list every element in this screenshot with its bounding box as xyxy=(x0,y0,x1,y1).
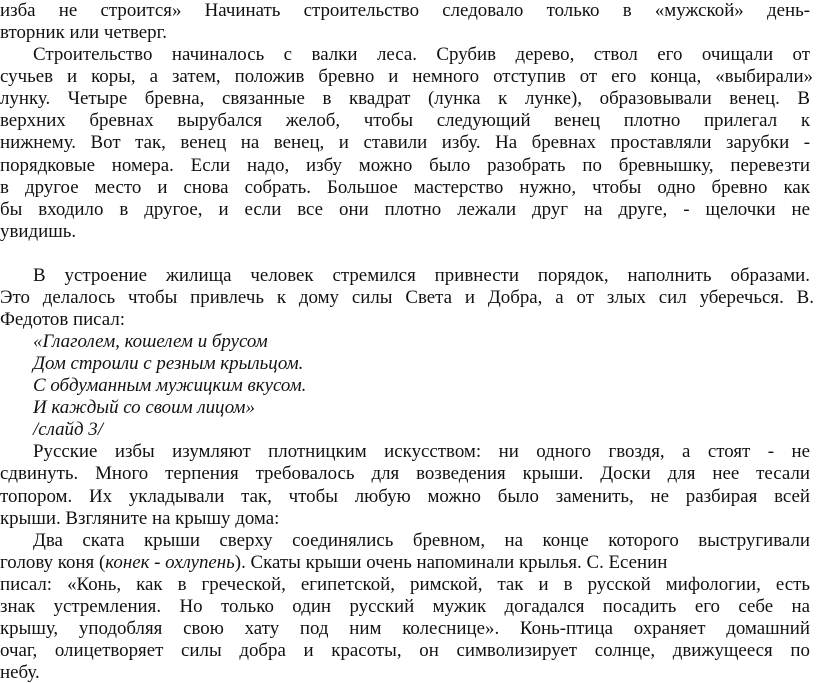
text-line: очаг, олицетворяет силы добра и красоты, он символизирует солнце, движущееся по xyxy=(0,639,810,661)
text-fragment: голову коня ( xyxy=(0,551,106,573)
text-line: бы входило в другое, и если все они плотно лежали друг на друге, - щелочки не xyxy=(0,198,810,220)
paragraph-first-line: Строительство начиналось с валки леса. Срубив дерево, ствол его очищали от xyxy=(33,44,810,66)
text-line: небу. xyxy=(0,662,40,683)
text-line: крышу, уподобляя свою хату под ним колеснице». Конь-птица охраняет домашний xyxy=(0,617,810,639)
text-fragment: ). Скаты крыши очень напоминали крылья. С. Есенин xyxy=(234,551,668,573)
text-line: топором. Их укладывали так, чтобы любую можно было заменить, не разбирая всей xyxy=(0,485,810,507)
text-line: сучьев и коры, а затем, положив бревно и немного отступив от его конца, «выбирали» xyxy=(0,66,813,88)
paragraph-first-line: В устроение жилища человек стремился привнести порядок, наполнить образами. xyxy=(33,264,810,286)
paragraph-first-line: Два ската крыши сверху соединялись бревном, на конце которого выстругивали xyxy=(33,529,810,551)
poem-line: Дом строили с резным крыльцом. xyxy=(33,353,304,375)
text-line: писал: «Конь, как в греческой, египетской, римской, так и в русской мифологии, есть xyxy=(0,573,810,595)
text-line: изба не строится» Начинать строительство следовало только в «мужской» день- xyxy=(0,0,810,21)
text-line: лунку. Четыре бревна, связанные в квадрат (лунка к лунке), образовывали венец. В xyxy=(0,88,810,110)
poem-line: «Глаголем, кошелем и брусом xyxy=(33,331,268,352)
paragraph-first-line: Русские избы изумляют плотницким искусством: ни одного гвоздя, а стоят - не xyxy=(33,441,810,463)
poem-line: С обдуманным мужицким вкусом. xyxy=(33,375,307,397)
text-line: увидишь. xyxy=(0,220,77,242)
text-line: вторник или четверг. xyxy=(0,22,167,44)
text-line: сдвинуть. Много терпения требовалось для возведения крыши. Доски для нее тесали xyxy=(0,463,810,485)
poem-line: И каждый со своим лицом» xyxy=(33,397,255,419)
slide-reference: /слайд 3/ xyxy=(33,419,103,441)
text-line: знак устремления. Но только один русский мужик догадался посадить его себе на xyxy=(0,595,810,617)
italic-term: конек - охлупень xyxy=(105,551,235,573)
text-line: Это делалось чтобы привлечь к дому силы Света и Добра, а от злых сил уберечься. В. xyxy=(0,286,814,308)
text-line-mixed xyxy=(0,551,810,573)
text-line: порядковые номера. Если надо, избу можно было разобрать по бревнышку, перевезти xyxy=(0,154,810,176)
text-line: крыши. Взгляните на крышу дома: xyxy=(0,507,280,529)
text-line: в другое место и снова собрать. Большое мастерство нужно, чтобы одно бревно как xyxy=(0,176,810,198)
text-line: Федотов писал: xyxy=(0,308,126,330)
text-line: нижнему. Вот так, венец на венец, и ставили избу. На бревнах проставляли зарубки - xyxy=(0,132,810,154)
text-line: верхних бревнах вырубался желоб, чтобы следующий венец плотно прилегал к xyxy=(0,110,810,132)
